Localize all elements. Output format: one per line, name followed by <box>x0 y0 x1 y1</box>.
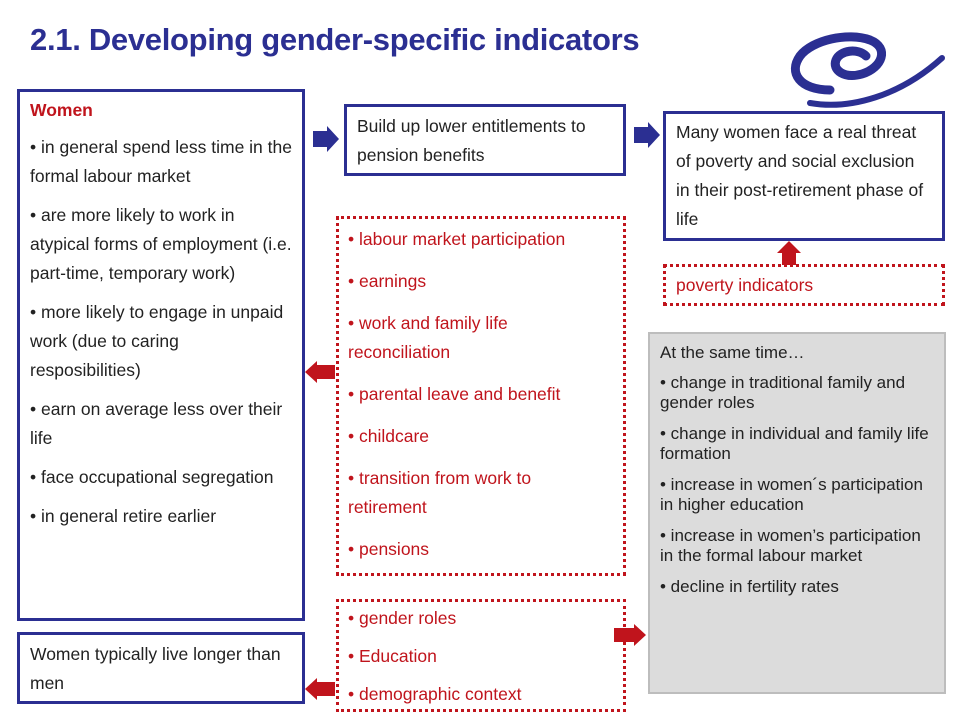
same-time-box <box>648 332 946 694</box>
arrow-up-icon <box>777 241 801 265</box>
entitlements-box <box>344 104 626 176</box>
indicator-item: • childcare <box>348 426 430 446</box>
women-item: • in general retire earlier <box>30 506 217 526</box>
poverty-box <box>663 111 945 241</box>
context-item: • gender roles <box>348 608 457 628</box>
same-time-item: • increase in women’s participation in the formal labour market <box>660 526 921 565</box>
women-item: • are more likely to work in atypical forms of employment (i.e. part-time, temporary work) <box>30 205 292 283</box>
indicator-item: • earnings <box>348 271 427 291</box>
indicator-item: • work and family life reconciliation <box>348 313 508 362</box>
women-heading: Women <box>30 100 93 120</box>
longevity-text: Women typically live longer than men <box>30 644 281 693</box>
arrow-right-icon <box>313 126 339 152</box>
context-indicators-box <box>336 599 626 712</box>
poverty-text: Many women face a real threat of poverty and social exclusion in their post-retirement phase of life <box>676 122 924 229</box>
entitlements-text: Build up lower entitlements to pension benefits <box>357 116 586 165</box>
poverty-indicators-text: poverty indicators <box>676 275 814 295</box>
arrow-right-icon <box>614 624 646 646</box>
indicator-item: • pensions <box>348 539 430 559</box>
logo-icon <box>770 18 950 118</box>
same-time-item: • decline in fertility rates <box>660 577 839 596</box>
same-time-item: • increase in women´s participation in higher education <box>660 475 923 514</box>
indicator-item: • transition from work to retirement <box>348 468 532 517</box>
same-time-heading: At the same time… <box>660 343 805 362</box>
arrow-left-icon <box>305 678 335 700</box>
same-time-item: • change in individual and family life formation <box>660 424 929 463</box>
context-item: • demographic context <box>348 684 522 704</box>
women-box <box>17 89 305 621</box>
longevity-box <box>17 632 305 704</box>
arrow-left-icon <box>305 361 335 383</box>
indicator-item: • parental leave and benefit <box>348 384 561 404</box>
arrow-right-icon <box>634 122 660 148</box>
women-item: • more likely to engage in unpaid work (due to caring resposibilities) <box>30 302 284 380</box>
women-item: • in general spend less time in the formal labour market <box>30 137 292 186</box>
same-time-item: • change in traditional family and gender roles <box>660 373 906 412</box>
poverty-indicators-box <box>663 264 945 306</box>
indicators-box <box>336 216 626 576</box>
context-item: • Education <box>348 646 437 666</box>
women-item: • earn on average less over their life <box>30 399 283 448</box>
indicator-item: • labour market participation <box>348 229 566 249</box>
women-item: • face occupational segregation <box>30 467 274 487</box>
page-title: 2.1. Developing gender-specific indicators <box>30 22 640 57</box>
